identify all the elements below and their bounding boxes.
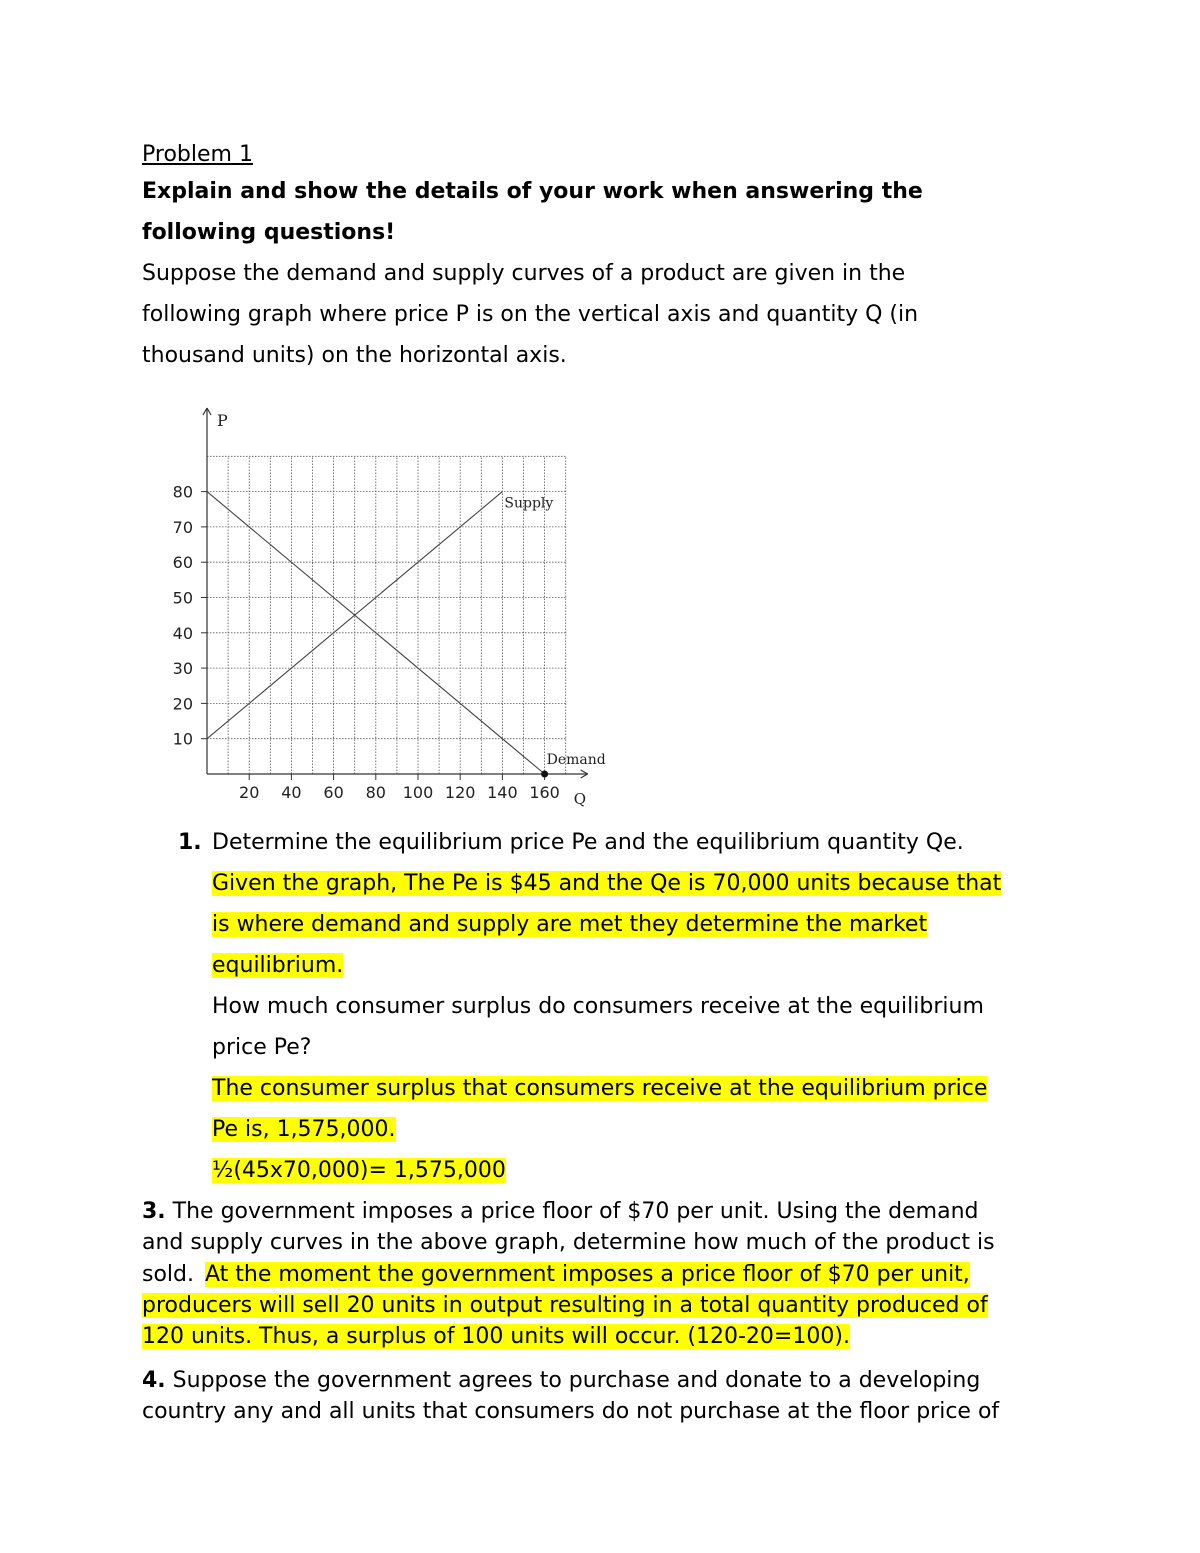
- x-tick-label: 80: [365, 783, 386, 802]
- instruction-line-2: following questions!: [142, 220, 396, 245]
- answer-2-line-1: The consumer surplus that consumers receive at the equilibrium price: [212, 1076, 988, 1101]
- question-2-line-2: price Pe?: [212, 1035, 312, 1060]
- y-axis-label: P: [217, 411, 228, 430]
- question-3-line-2: and supply curves in the above graph, determine how much of the product is: [142, 1230, 995, 1255]
- supply-demand-chart: [150, 398, 670, 818]
- x-axis-label: Q: [573, 790, 587, 808]
- answer-1-line-1: Given the graph, The Pe is $45 and the Qe is 70,000 units because that: [212, 871, 1002, 896]
- y-tick-label: 10: [172, 729, 193, 749]
- y-tick-label: 20: [172, 694, 193, 714]
- answer-3-line-1: At the moment the government imposes a price floor of $70 per unit,: [205, 1262, 970, 1287]
- question-4-number: 4.: [142, 1368, 166, 1393]
- y-tick-label: 70: [172, 517, 193, 537]
- y-tick-label: 60: [172, 553, 193, 573]
- answer-3-line-3: 120 units. Thus, a surplus of 100 units will occur. (120-20=100).: [142, 1324, 850, 1349]
- answer-3-line-2: producers will sell 20 units in output resulting in a total quantity produced of: [142, 1293, 988, 1318]
- x-tick-label: 20: [239, 783, 260, 802]
- answer-2-line-3: ½(45x70,000)= 1,575,000: [212, 1158, 506, 1183]
- x-tick-label: 100: [402, 783, 434, 802]
- question-2-line-1: How much consumer surplus do consumers receive at the equilibrium: [212, 994, 984, 1019]
- y-tick-label: 80: [172, 482, 193, 502]
- x-tick-label: 60: [323, 783, 344, 802]
- y-tick-label: 30: [172, 659, 193, 679]
- question-1-number: 1.: [178, 830, 202, 855]
- x-tick-label: 40: [281, 783, 302, 802]
- problem-title: Problem 1: [142, 142, 253, 167]
- question-3-line-3: sold.: [142, 1262, 194, 1287]
- x-tick-label: 160: [529, 783, 560, 802]
- x-tick-label: 140: [487, 783, 518, 802]
- chart-labels: [173, 411, 606, 808]
- chart-series: [207, 492, 548, 778]
- question-1-text: Determine the equilibrium price Pe and the equilibrium quantity Qe.: [212, 830, 964, 855]
- series-label-supply: Supply: [504, 495, 554, 512]
- question-4-line-2: country any and all units that consumers do not purchase at the floor price of: [142, 1399, 1000, 1424]
- answer-2-line-2: Pe is, 1,575,000.: [212, 1117, 396, 1142]
- intro-line-2: following graph where price P is on the vertical axis and quantity Q (in: [142, 302, 919, 327]
- question-3-text-1: The government imposes a price floor of $70 per unit. Using the demand: [172, 1199, 979, 1224]
- x-tick-label: 120: [444, 783, 476, 802]
- answer-1-line-2: is where demand and supply are met they determine the market: [212, 912, 928, 937]
- question-4-text-1: Suppose the government agrees to purchase and donate to a developing: [172, 1368, 981, 1393]
- question-3-number: 3.: [142, 1199, 166, 1224]
- y-tick-label: 40: [172, 623, 193, 643]
- demand-endpoint-dot: [541, 771, 548, 778]
- chart-axes: [201, 408, 588, 780]
- question-3-line-1: [142, 1199, 978, 1224]
- y-tick-label: 50: [172, 588, 193, 608]
- intro-line-1: Suppose the demand and supply curves of a product are given in the: [142, 261, 906, 286]
- series-label-demand: Demand: [546, 752, 606, 768]
- intro-line-3: thousand units) on the horizontal axis.: [142, 343, 567, 368]
- instruction-line-1: Explain and show the details of your work when answering the: [142, 179, 923, 204]
- answer-1-line-3: equilibrium.: [212, 953, 344, 978]
